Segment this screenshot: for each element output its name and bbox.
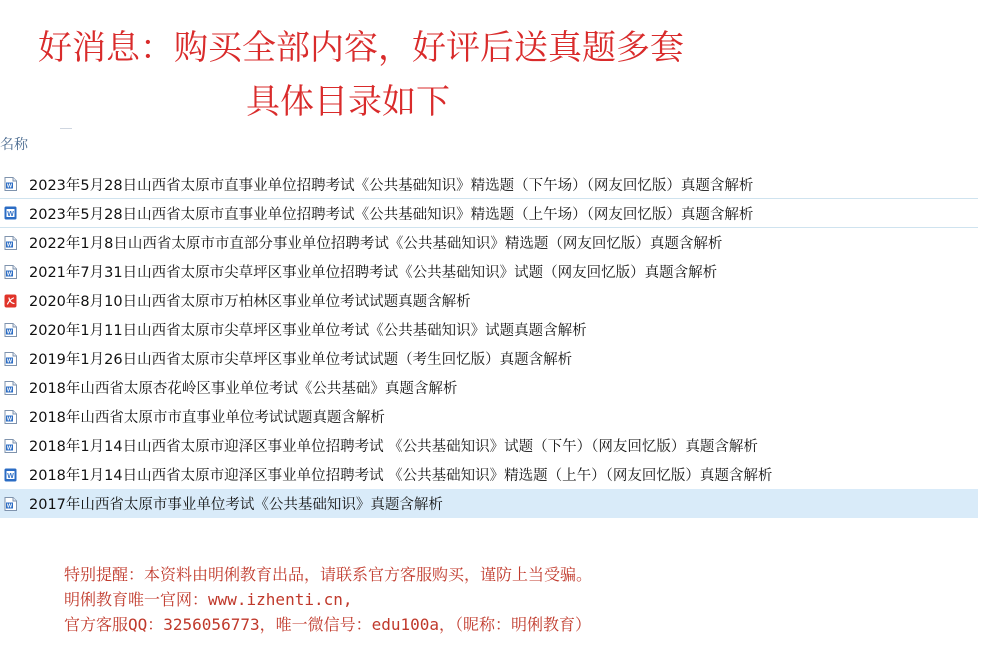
file-row-selected[interactable]	[0, 489, 978, 518]
svg-text:W: W	[6, 328, 13, 335]
file-row[interactable]	[0, 373, 978, 402]
word-doc-icon	[4, 265, 17, 279]
svg-text:W: W	[6, 270, 13, 277]
file-row[interactable]	[0, 344, 978, 373]
notice-line-website: 明俐教育唯一官网：www.izhenti.cn,	[64, 590, 353, 609]
file-row[interactable]	[0, 460, 978, 489]
svg-text:W: W	[6, 415, 13, 422]
file-row[interactable]	[0, 402, 978, 431]
svg-text:W: W	[7, 472, 14, 480]
file-name: 2021年7月31日山西省太原市尖草坪区事业单位招聘考试《公共基础知识》试题（网友回忆版）真题含解析	[29, 265, 718, 281]
word-app-icon	[4, 206, 17, 220]
promo-headline: 好消息：购买全部内容，好评后送真题多套	[38, 28, 684, 68]
notice-line-contact: 官方客服QQ：3256056773，唯一微信号：edu100a，（昵称：明俐教育）	[64, 615, 592, 634]
word-doc-icon	[4, 410, 17, 424]
file-name: 2022年1月8日山西省太原市市直部分事业单位招聘考试《公共基础知识》精选题（网友回忆版）真题含解析	[29, 236, 723, 252]
svg-text:W: W	[6, 183, 13, 190]
file-name: 2018年山西省太原杏花岭区事业单位考试《公共基础》真题含解析	[29, 381, 458, 397]
file-name: 2020年1月11日山西省太原市尖草坪区事业单位考试《公共基础知识》试题真题含解析	[29, 323, 587, 339]
file-name: 2019年1月26日山西省太原市尖草坪区事业单位考试试题（考生回忆版）真题含解析	[29, 352, 573, 368]
word-doc-icon	[4, 323, 17, 337]
file-name: 2018年山西省太原市市直事业单位考试试题真题含解析	[29, 410, 385, 426]
file-row[interactable]	[0, 315, 978, 344]
svg-text:W: W	[6, 386, 13, 393]
svg-text:W: W	[6, 444, 13, 451]
svg-text:W: W	[6, 357, 13, 364]
file-name: 2018年1月14日山西省太原市迎泽区事业单位招聘考试 《公共基础知识》试题（下午）（网友回忆版）真题含解析	[29, 439, 758, 455]
file-row[interactable]	[0, 286, 978, 315]
file-row[interactable]	[0, 199, 978, 228]
file-name: 2023年5月28日山西省太原市直事业单位招聘考试《公共基础知识》精选题（上午场）（网友回忆版）真题含解析	[29, 206, 754, 223]
word-doc-icon	[4, 381, 17, 395]
word-doc-icon	[4, 439, 17, 453]
file-name: 2018年1月14日山西省太原市迎泽区事业单位招聘考试 《公共基础知识》精选题（上午）（网友回忆版）真题含解析	[29, 468, 773, 484]
svg-text:W: W	[6, 502, 13, 509]
file-name: 2020年8月10日山西省太原市万柏林区事业单位考试试题真题含解析	[29, 294, 471, 310]
svg-text:W: W	[7, 211, 14, 219]
file-row[interactable]	[0, 257, 978, 286]
column-header-name[interactable]: 名称	[0, 137, 28, 153]
notice-line-warning: 特别提醒：本资料由明俐教育出品，请联系官方客服购买，谨防上当受骗。	[64, 565, 593, 584]
notice-block	[64, 562, 592, 637]
svg-text:W: W	[6, 241, 13, 248]
file-row[interactable]	[0, 228, 978, 257]
word-doc-icon	[4, 352, 17, 366]
word-doc-icon	[4, 497, 17, 511]
file-name: 2017年山西省太原市事业单位考试《公共基础知识》真题含解析	[29, 497, 443, 513]
word-doc-icon	[4, 177, 17, 191]
promo-subheadline: 具体目录如下	[246, 82, 450, 122]
word-app-icon	[4, 468, 17, 482]
word-doc-icon	[4, 236, 17, 250]
file-list	[0, 170, 978, 518]
header-divider	[60, 128, 72, 129]
pdf-icon	[4, 294, 17, 308]
file-row[interactable]	[0, 431, 978, 460]
file-row[interactable]	[0, 170, 978, 199]
file-name: 2023年5月28日山西省太原市直事业单位招聘考试《公共基础知识》精选题（下午场）（网友回忆版）真题含解析	[29, 177, 754, 194]
